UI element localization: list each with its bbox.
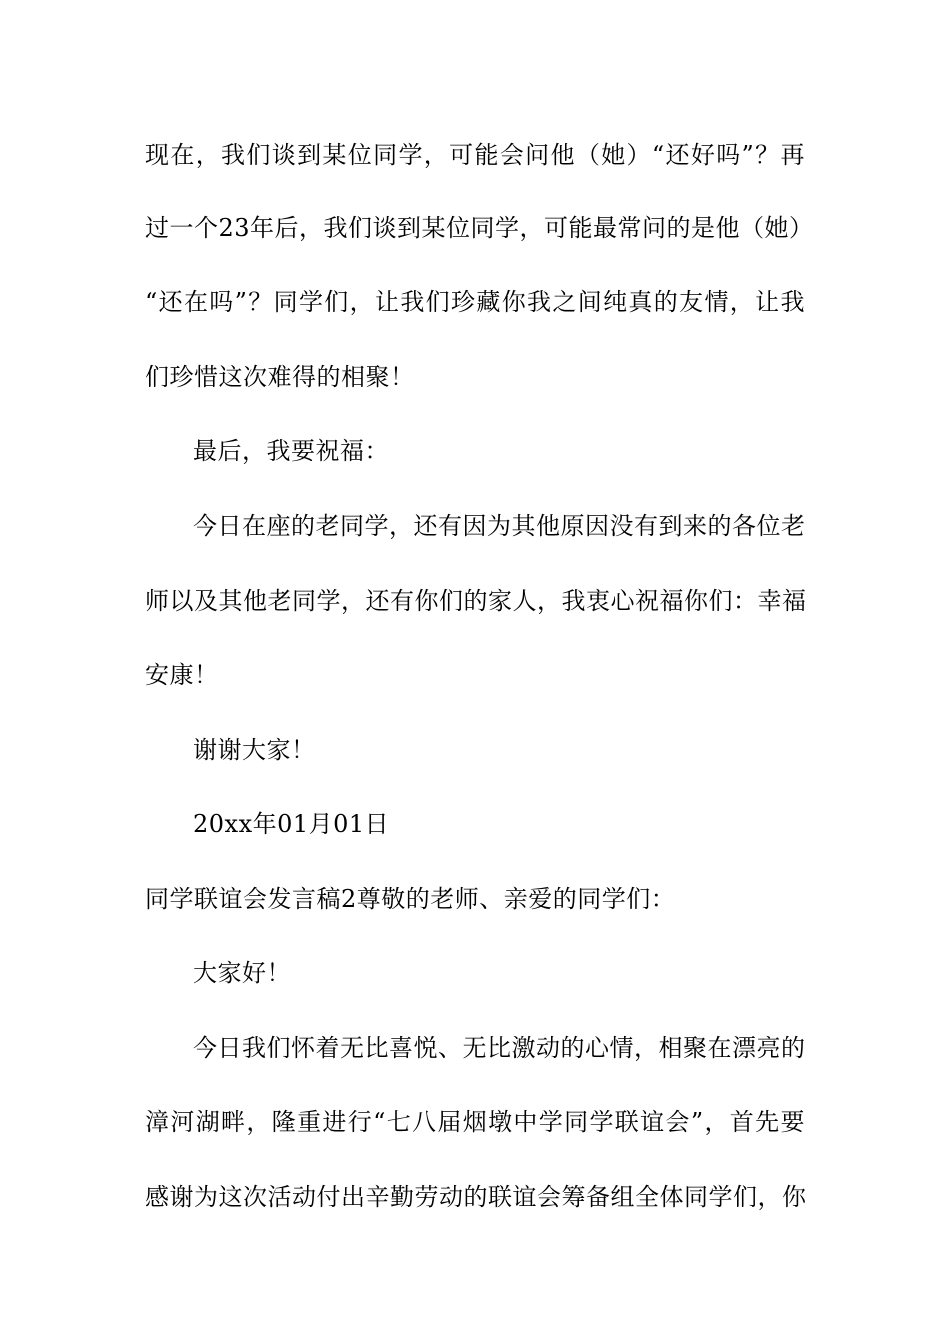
text-line: 大家好！ bbox=[193, 959, 291, 987]
text-line: 漳河湖畔，隆重进行“七八届烟墩中学同学联谊会”，首先要 bbox=[145, 1108, 805, 1136]
text-line: 最后，我要祝福： bbox=[193, 437, 389, 465]
text-line: “还在吗”？同学们，让我们珍藏你我之间纯真的友情，让我 bbox=[145, 288, 805, 316]
section-heading: 同学联谊会发言稿2尊敬的老师、亲爱的同学们： bbox=[145, 885, 676, 913]
text-line: 师以及其他老同学，还有你们的家人，我衷心祝福你们：幸福 bbox=[145, 587, 807, 615]
text-line: 们珍惜这次难得的相聚！ bbox=[145, 363, 415, 391]
date-line: 20xx年01月01日 bbox=[193, 810, 390, 838]
text-line: 感谢为这次活动付出辛勤劳动的联谊会筹备组全体同学们，你 bbox=[145, 1183, 807, 1211]
text-line: 谢谢大家！ bbox=[193, 736, 316, 764]
text-line: 过一个23年后，我们谈到某位同学，可能最常问的是他（她） bbox=[145, 214, 814, 242]
text-line: 现在，我们谈到某位同学，可能会问他（她）“还好吗”？再 bbox=[145, 141, 805, 169]
text-line: 安康！ bbox=[145, 661, 219, 689]
text-line: 今日我们怀着无比喜悦、无比激动的心情，相聚在漂亮的 bbox=[193, 1034, 806, 1062]
text-line: 今日在座的老同学，还有因为其他原因没有到来的各位老 bbox=[193, 512, 806, 540]
